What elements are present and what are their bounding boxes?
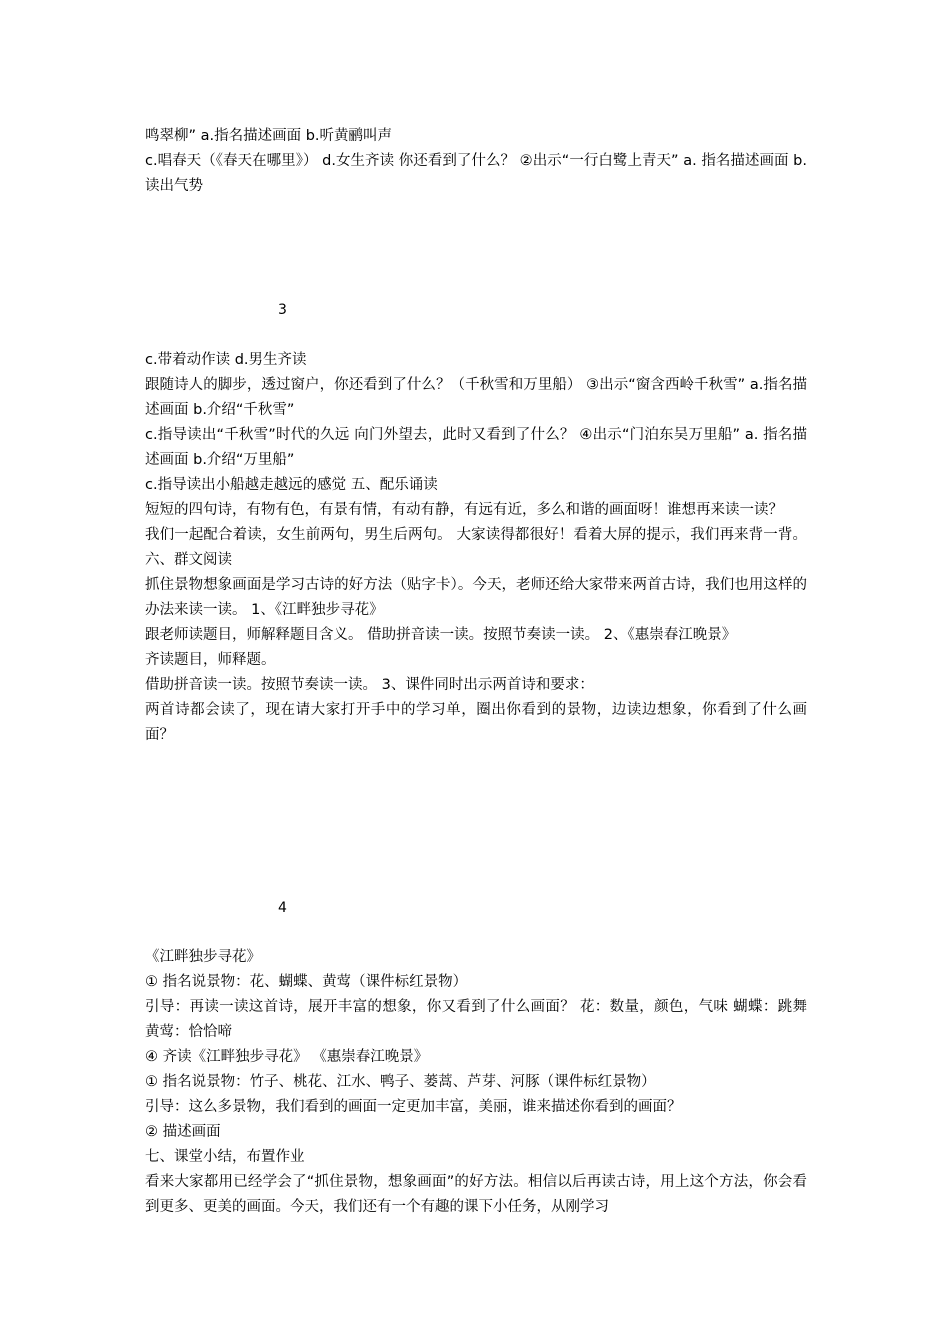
paragraph: c.指导读出“千秋雪”时代的久远 向门外望去，此时又看到了什么？ ④出示“门泊东吴万里船” a. 指名描述画面 b.介绍“万里船” — [145, 427, 807, 468]
text-section-3 — [145, 945, 807, 1220]
paragraph: 看来大家都用已经学会了“抓住景物，想象画面”的好方法。相信以后再读古诗，用上这个方法，你会看到更多、更美的画面。今天，我们还有一个有趣的课下小任务，从刚学习 — [145, 1174, 807, 1215]
paragraph: 齐读题目，师释题。 — [145, 652, 276, 668]
paragraph: 短短的四句诗，有物有色，有景有情，有动有静，有远有近，多么和谐的画面呀！谁想再来读一读？ — [145, 502, 783, 518]
paragraph: ② 描述画面 — [145, 1124, 221, 1140]
paragraph: 七、课堂小结，布置作业 — [145, 1149, 305, 1165]
text-section-1 — [145, 124, 807, 199]
paragraph: 两首诗都会读了，现在请大家打开手中的学习单，圈出你看到的景物，边读边想象，你看到了什么画面？ — [145, 702, 807, 743]
paragraph: 引导：这么多景物，我们看到的画面一定更加丰富，美丽，谁来描述你看到的画面？ — [145, 1099, 682, 1115]
paragraph: 我们一起配合着读，女生前两句，男生后两句。 大家读得都很好！看着大屏的提示，我们再来背一背。 六、群文阅读 — [145, 527, 807, 568]
page-number: 4 — [278, 900, 287, 916]
paragraph: 引导：再读一读这首诗，展开丰富的想象，你又看到了什么画面？ 花：数量，颜色，气味 蝴蝶：跳舞 黄莺：恰恰啼 — [145, 999, 807, 1040]
paragraph: c.带着动作读 d.男生齐读 — [145, 352, 307, 368]
page-number: 3 — [278, 302, 287, 318]
paragraph: ④ 齐读《江畔独步寻花》 《惠崇春江晚景》 — [145, 1049, 429, 1065]
paragraph: 鸣翠柳” a.指名描述画面 b.听黄鹂叫声 — [145, 128, 393, 144]
paragraph: c.唱春天（《春天在哪里》） d.女生齐读 你还看到了什么？ ②出示“一行白鹭上青天” a. 指名描述画面 b.读出气势 — [145, 153, 807, 194]
paragraph: ① 指名说景物：竹子、桃花、江水、鸭子、蒌蒿、芦芽、河豚（课件标红景物） — [145, 1074, 656, 1090]
paragraph: 《江畔独步寻花》 — [145, 949, 261, 965]
text-section-2 — [145, 348, 807, 748]
paragraph: ① 指名说景物：花、蝴蝶、黄莺（课件标红景物） — [145, 974, 468, 990]
paragraph: 跟老师读题目，师解释题目含义。 借助拼音读一读。按照节奏读一读。 2、《惠崇春江晚景》 — [145, 627, 737, 643]
paragraph: 借助拼音读一读。按照节奏读一读。 3、课件同时出示两首诗和要求： — [145, 677, 594, 693]
paragraph: 跟随诗人的脚步，透过窗户，你还看到了什么？（千秋雪和万里船） ③出示“窗含西岭千秋雪” a.指名描述画面 b.介绍“千秋雪” — [145, 377, 807, 418]
paragraph: 抓住景物想象画面是学习古诗的好方法（贴字卡）。今天，老师还给大家带来两首古诗，我们也用这样的办法来读一读。 1、《江畔独步寻花》 — [145, 577, 807, 618]
paragraph: c.指导读出小船越走越远的感觉 五、配乐诵读 — [145, 477, 438, 493]
